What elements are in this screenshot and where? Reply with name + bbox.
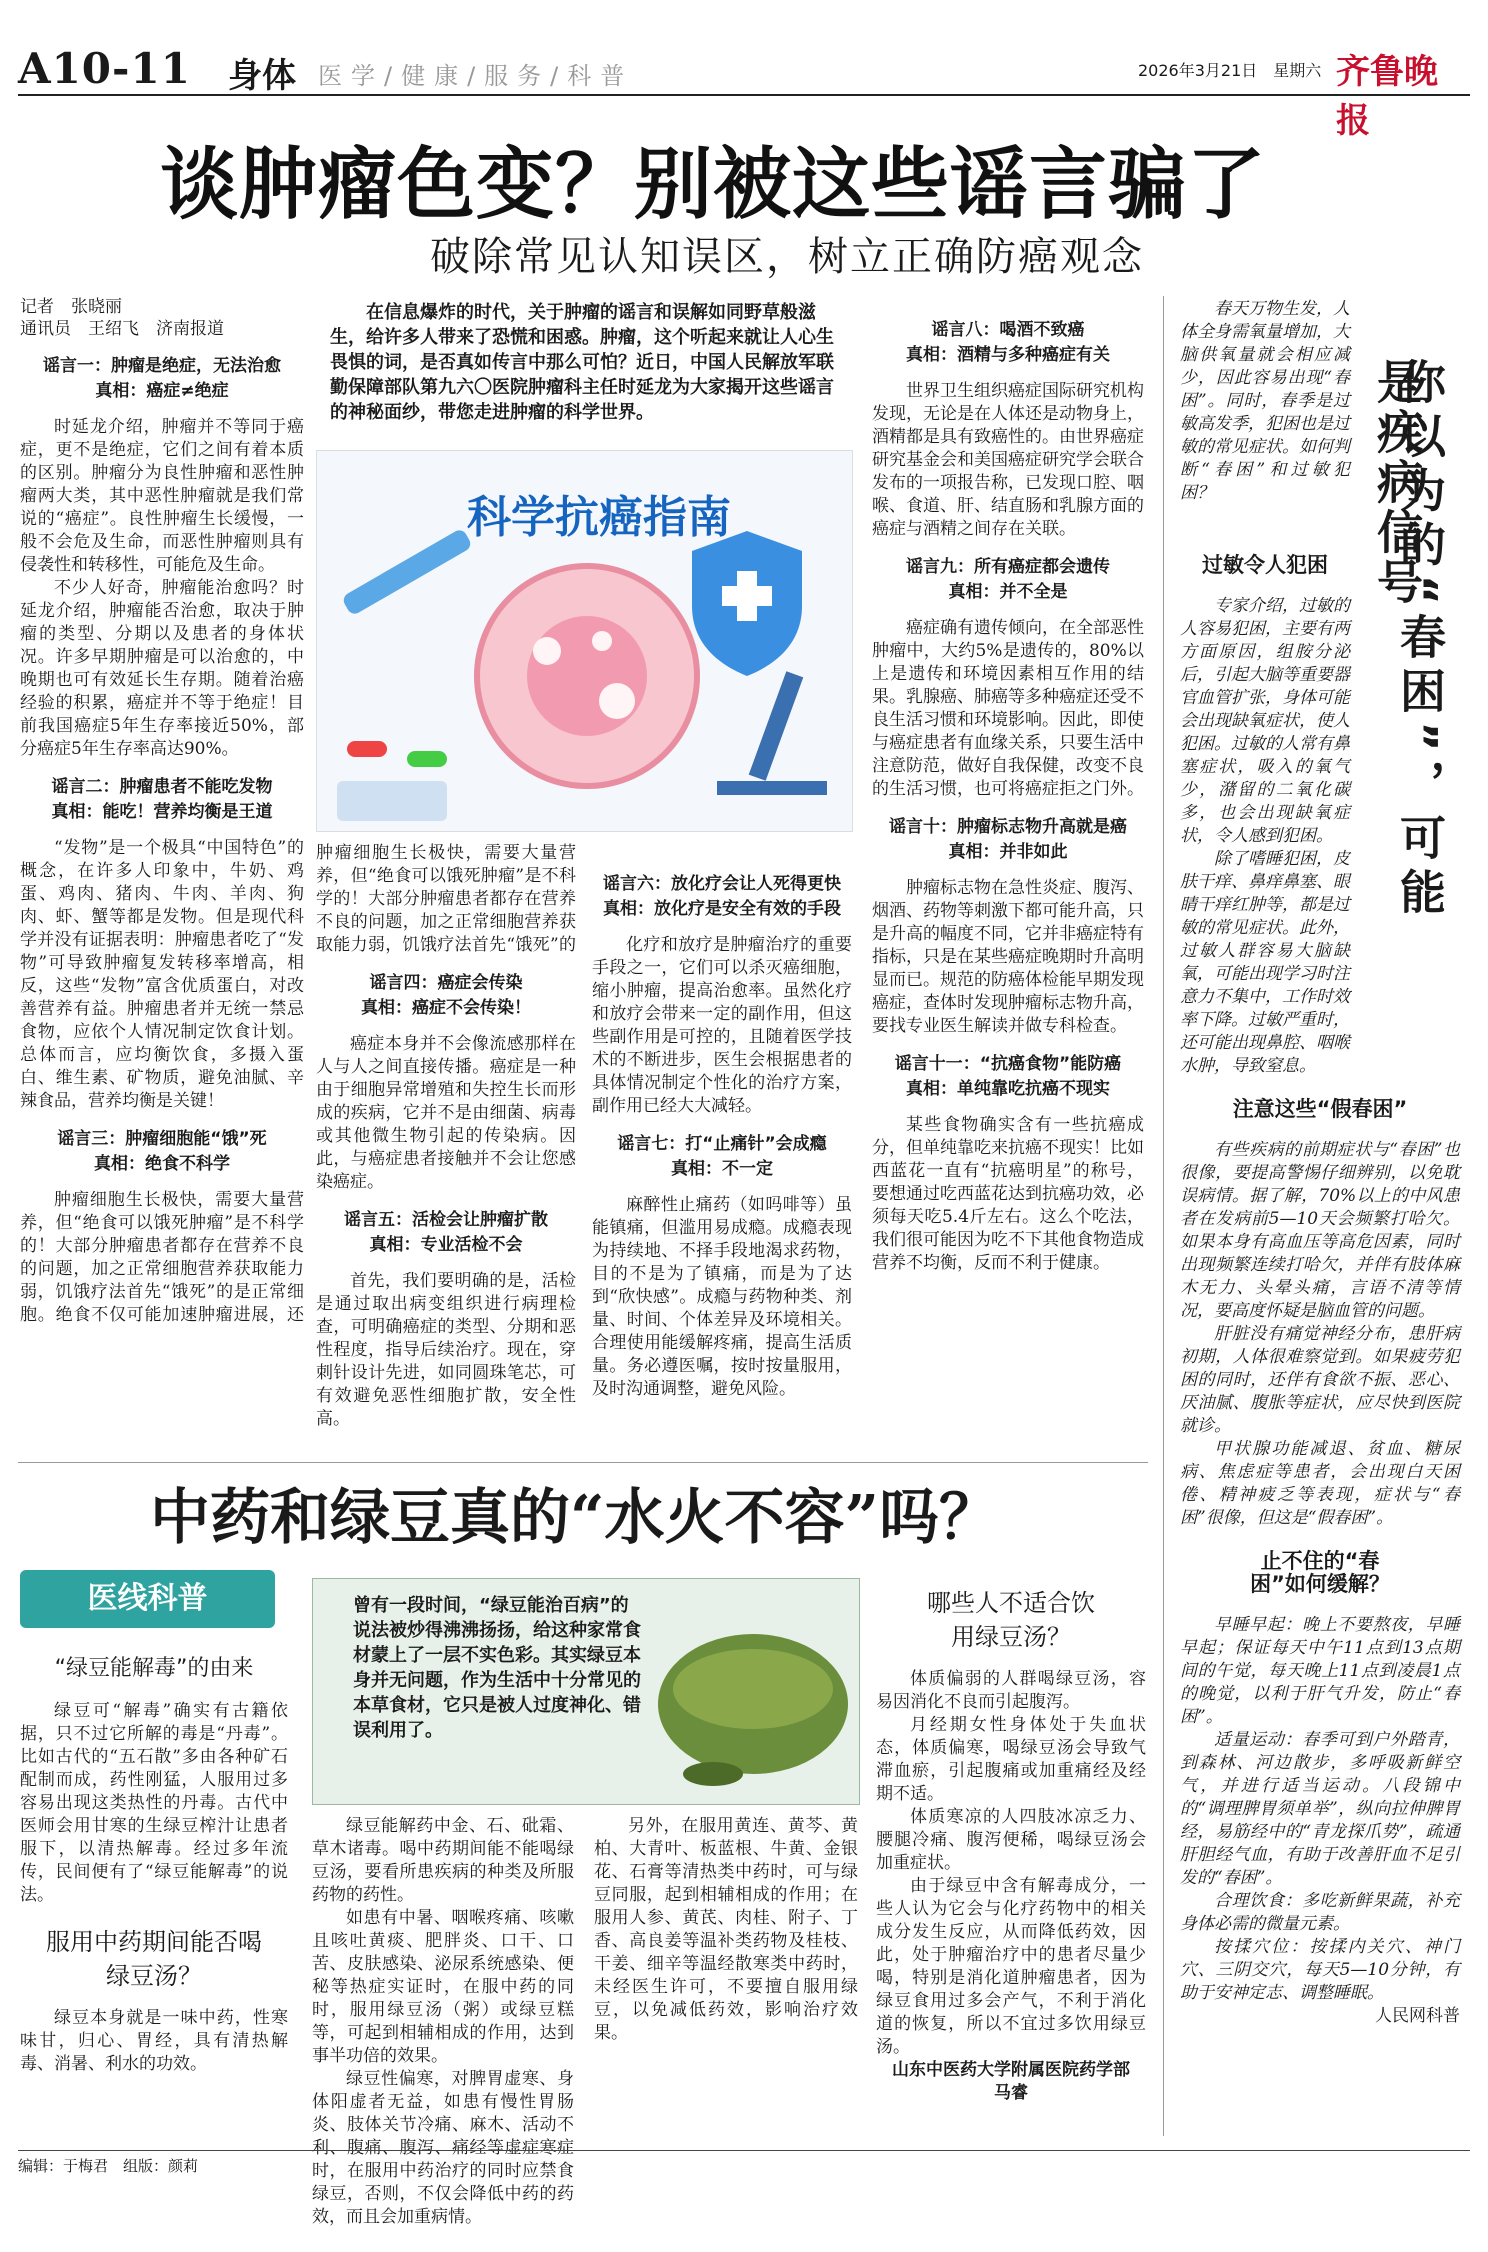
paragraph: 肿瘤标志物在急性炎症、腹泻、烟酒、药物等刺激下都可能升高，只是升高的幅度不同，它并非癌症特有指标，只是在某些癌症晚期时升高明显而已。规范的防癌体检能早期发现癌症，查体时发现肿瘤标志物升高，要找专业医生解读并做专科检查。 (872, 878, 1144, 1036)
masthead (18, 44, 1470, 141)
issue-date: 2026年3月21日 星期六 (1138, 61, 1322, 80)
paragraph: 不少人好奇，肿瘤能治愈吗？时延龙介绍，肿瘤能否治愈，取决于肿瘤的类型、分期以及患者的身体状况。许多早期肿瘤是可以治愈的，中晚期也可有效延长生存期。随着治癌经验的积累，癌症并不等于绝症！目前我国癌症5年生存率接近50%，部分癌症5年生存率高达90%。 (20, 578, 304, 759)
newspaper-logo: 齐鲁晚报 (1336, 52, 1438, 141)
paragraph: 月经期女性身体处于失血状态，体质偏寒，喝绿豆汤会导致气滞血瘀，引起腹痛或加重痛经及经期不适。 (876, 1715, 1146, 1804)
article2-column-2 (312, 1815, 574, 2252)
sidebar-title: 你以为的“春困”，可能是疾病信号 (1370, 358, 1447, 918)
myth-heading: 谣言七：打“止痛针”会成瘾 真相：不一定 (617, 1134, 827, 1179)
paragraph: 绿豆可“解毒”确实有古籍依据，只不过它所解的毒是“丹毒”。比如古代的“五石散”多由各种矿石配制而成，药性刚猛，人服用过多容易出现这类热性的丹毒。古代中医师会用甘寒的生绿豆榨汁让患者服下，以清热解毒。经过多年流传，民间便有了“绿豆能解毒”的说法。 (20, 1701, 288, 1905)
paragraph: 有些疾病的前期症状与“春困”也很像，要提高警惕仔细辨别，以免耽误病情。据了解，70%以上的中风患者在发病前5—10天会频繁打哈欠。如果本身有高血压等高危因素，同时出现频繁连续打哈欠，并伴有肢体麻木无力、头晕头痛，言语不清等情况，要高度怀疑是脑血管的问题。 (1180, 1140, 1460, 1321)
paragraph: 癌症本身并不会像流感那样在人与人之间直接传播。癌症是一种由于细胞异常增殖和失控生长而形成的疾病，它并不是由细菌、病毒或其他微生物引起的传染病。因此，与癌症患者接触并不会让您感染癌症。 (316, 1034, 576, 1192)
byline: 记者 张晓丽 通讯员 王绍飞 济南报道 (20, 297, 224, 339)
myth-heading: 谣言三：肿瘤细胞能“饿”死 真相：绝食不科学 (57, 1129, 267, 1174)
article1-column-3 (592, 842, 852, 1401)
paragraph: 按揉穴位：按揉内关穴、神门穴、三阴交穴，每天5—10分钟，有助于安神定志、调整睡眠。 (1180, 1937, 1460, 2003)
article2-column-4 (876, 1570, 1146, 2105)
paragraph-continued: 肿瘤细胞生长极快，需要大量营养，但“绝食可以饿死肿瘤”是不科学的！大部分肿瘤患者都存在营养不良的问题，加之正常细胞营养获取能力弱，饥饿疗法首先“饿死”的 (316, 843, 576, 955)
paragraph: 绿豆能解药中金、石、砒霜、草木诸毒。喝中药期间能不能喝绿豆汤，要看所患疾病的种类及所服药物的药性。 (312, 1816, 574, 1905)
mung-bean-photo (653, 1584, 853, 1799)
sidebar-column (1180, 298, 1460, 2028)
section-title: 身体 (228, 56, 296, 96)
paragraph: “发物”是一个极具“中国特色”的概念，在许多人印象中，牛奶、鸡蛋、鸡肉、猪肉、牛肉、羊肉、狗肉、虾、蟹等都是发物。但是现代科学并没有证据表明：肿瘤患者吃了“发物”可导致肿瘤复发转移率增高，相反，这些“发物”富含优质蛋白，对改善营养有益。肿瘤患者并无统一禁忌食物，应依个人情况制定饮食计划。总体而言，应均衡饮食，多摄入蛋白、维生素、矿物质，避免油腻、辛辣食品，营养均衡是关键！ (20, 838, 304, 1111)
footer-credits: 编辑：于梅君 组版：颜莉 (18, 2150, 1470, 2176)
paragraph: 合理饮食：多吃新鲜果蔬，补充身体必需的微量元素。 (1180, 1891, 1460, 1934)
article2-divider (18, 1462, 1148, 1463)
article2-heading: 服用中药期间能否喝绿豆汤？ (46, 1928, 262, 1990)
article1-column-4 (872, 304, 1144, 1275)
paragraph: 时延龙介绍，肿瘤并不等同于癌症，更不是绝症，它们之间有着本质的区别。肿瘤分为良性肿瘤和恶性肿瘤两大类，其中恶性肿瘤就是我们常说的“癌症”。良性肿瘤生长缓慢，一般不会危及生命，而恶性肿瘤则具有侵袭性和转移性，可能危及生命。 (20, 417, 304, 575)
paragraph: 体质偏弱的人群喝绿豆汤，容易因消化不良而引起腹泻。 (876, 1669, 1146, 1712)
myth-heading: 谣言四：癌症会传染 真相：癌症不会传染！ (361, 973, 531, 1018)
sidebar-lead: 春天万物生发，人体全身需氧量增加，大脑供氧量就会相应减少，因此容易出现“春困”。同时，春季是过敏高发季，犯困也是过敏的常见症状。如何判断“春困”和过敏犯困？ (1180, 299, 1350, 503)
intro-text: 在信息爆炸的时代，关于肿瘤的谣言和误解如同野草般滋生，给许多人带来了恐慌和困惑。肿瘤，这个听起来就让人心生畏惧的词，是否真如传言中那么可怕？近日，中国人民解放军联勤保障部队第九六〇医院肿瘤科主任时延龙为大家揭开这些谣言的神秘面纱，带您走进肿瘤的科学世界。 (330, 302, 834, 423)
myth-heading: 谣言十：肿瘤标志物升高就是癌 真相：并非如此 (889, 817, 1127, 862)
paragraph: 首先，我们要明确的是，活检是通过取出病变组织进行病理检查，可明确癌症的类型、分期和恶性程度，指导后续治疗。现在，穿刺针设计先进，如同圆珠笔芯，可有效避免恶性细胞扩散，安全性高。 (316, 1271, 576, 1429)
myth-heading: 谣言九：所有癌症都会遗传 真相：并不全是 (906, 557, 1110, 602)
paragraph: 如患有中暑、咽喉疼痛、咳嗽且咳吐黄痰、肥胖炎、口干、口苦、皮肤感染、泌尿系统感染、便秘等热症实证时，在服中药的同时，服用绿豆汤（粥）或绿豆糕等，可起到相辅相成的作用，达到事半功倍的效果。 (312, 1908, 574, 2066)
paragraph: 肝脏没有痛觉神经分布，患肝病初期，人体很难察觉到。如果疲劳犯困的同时，还伴有食欲不振、恶心、厌油腻、腹胀等症状，应尽快到医院就诊。 (1180, 1324, 1460, 1436)
illustration (316, 450, 853, 832)
paragraph: 癌症确有遗传倾向，在全部恶性肿瘤中，大约5%是遗传的，80%以上是遗传和环境因素相互作用的结果。乳腺癌、肺癌等多种癌症还受不良生活习惯和环境影响。因此，即使与癌症患者有血缘关系，只要生活中注意防范，做好自我保健，改变不良的生活习惯，也可将癌症拒之门外。 (872, 618, 1144, 799)
myth-heading: 谣言八：喝酒不致癌 真相：酒精与多种癌症有关 (906, 320, 1110, 365)
article2-headline: 中药和绿豆真的“水火不容”吗？ (150, 1483, 1000, 1553)
paragraph: 由于绿豆中含有解毒成分，一些人认为它会与化疗药物中的相关成分发生反应，从而降低药效，因此，处于肿瘤治疗中的患者尽量少喝，特别是消化道肿瘤患者，因为绿豆食用过多会产气，不利于消化道的恢复，所以不宜过多饮用绿豆汤。 (876, 1876, 1146, 2057)
myth-heading: 谣言六：放化疗会让人死得更快 真相：放化疗是安全有效的手段 (603, 874, 841, 919)
article2-column-1 (20, 1640, 288, 2076)
sidebar-divider (1163, 296, 1164, 2136)
article2-source: 山东中医药大学附属医院药学部 马睿 (892, 2060, 1147, 2103)
myth-heading: 谣言十一：“抗癌食物”能防癌 真相：单纯靠吃抗癌不现实 (894, 1054, 1122, 1099)
sidebar-heading: 止不住的“春困”如何缓解？ (1250, 1549, 1390, 1596)
paragraph: 某些食物确实含有一些抗癌成分，但单纯靠吃来抗癌不现实！比如西蓝花一直有“抗癌明星”的称号，要想通过吃西蓝花达到抗癌功效，必须每天吃5.4斤左右。这么个吃法，我们很可能因为吃不下其他食物造成营养不均衡，反而不利于健康。 (872, 1115, 1144, 1273)
illustration-title: 科学抗癌指南 (467, 492, 731, 543)
article1-column-1 (20, 296, 304, 1327)
article2-heading: “绿豆能解毒”的由来 (54, 1656, 254, 1681)
article2-column-3 (594, 1815, 858, 2045)
paragraph: 化疗和放疗是肿瘤治疗的重要手段之一，它们可以杀灭癌细胞，缩小肿瘤，提高治愈率。虽然化疗和放疗会带来一定的副作用，但这些副作用是可控的，且随着医学技术的不断进步，医生会根据患者的具体情况制定个性化的治疗方案，副作用已经大大减轻。 (592, 935, 852, 1116)
article2-heading: 哪些人不适合饮用绿豆汤？ (927, 1589, 1095, 1651)
paragraph: 另外，在服用黄连、黄芩、黄柏、大青叶、板蓝根、牛黄、金银花、石膏等清热类中药时，可与绿豆同服，起到相辅相成的作用；在服用人参、黄芪、肉桂、附子、丁香、高良姜等温补类药物及桂枝、干姜、细辛等温经散寒类中药时，未经医生许可，不要擅自服用绿豆，以免减低药效，影响治疗效果。 (594, 1816, 858, 2043)
paragraph: 世界卫生组织癌症国际研究机构发现，无论是在人体还是动物身上，酒精都是具有致癌性的。由世界癌症研究基金会和美国癌症研究学会联合发布的一项报告称，已发现口腔、咽喉、食道、肝、结直肠和乳腺方面的癌症与酒精之间存在关联。 (872, 381, 1144, 539)
paragraph: 绿豆性偏寒，对脾胃虚寒、身体阳虚者无益，如患有慢性胃肠炎、肢体关节冷痛、麻木、活动不利、腹痛、腹泻、痛经等虚症寒症时，在服用中药治疗的同时应禁食绿豆，否则，不仅会降低中药的药效，而且会加重病情。 (312, 2069, 574, 2227)
paragraph: 绿豆本身就是一味中药，性寒味甘，归心、胃经，具有清热解毒、消暑、利水的功效。 (20, 2008, 288, 2074)
article2-intro: 曾有一段时间，“绿豆能治百病”的说法被炒得沸沸扬扬，给这种家常食材蒙上了一层不实色彩。其实绿豆本身并无问题，作为生活中十分常见的本草食材，它只是被人过度神化、错误利用了。 (353, 1595, 641, 1741)
article1-column-2 (316, 842, 576, 1431)
page-number: A10-11 (18, 44, 191, 93)
myth-heading: 谣言一：肿瘤是绝症，无法治愈 真相：癌症≠绝症 (43, 356, 281, 401)
paragraph: 甲状腺功能减退、贫血、糖尿病、焦虑症等患者，会出现白天困倦、精神疲乏等表现，症状与“春困”很像，但这是“假春困”。 (1180, 1439, 1460, 1528)
paragraph: 除了嗜睡犯困，皮肤干痒、鼻痒鼻塞、眼睛干痒红肿等，都是过敏的常见症状。此外，过敏人群容易大脑缺氧，可能出现学习时注意力不集中，工作时效率下降。过敏严重时，还可能出现鼻腔、咽喉水肿，导致窒息。 (1180, 849, 1350, 1076)
myth-heading: 谣言二：肿瘤患者不能吃发物 真相：能吃！营养均衡是王道 (51, 777, 273, 822)
paragraph: 适量运动：春季可到户外踏青，到森林、河边散步，多呼吸新鲜空气，并进行适当运动。八段锦中的“调理脾胃须单举”，纵向拉伸脾胃经，易筋经中的“青龙探爪势”，疏通肝胆经气血，有助于改善肝血不足引发的“春困”。 (1180, 1730, 1460, 1888)
headline: 谈肿瘤色变？别被这些谣言骗了 (160, 139, 1267, 230)
paragraph: 专家介绍，过敏的人容易犯困，主要有两方面原因，组胺分泌后，引起大脑等重要器官血管扩张，身体可能会出现缺氧症状，使人犯困。过敏的人常有鼻塞症状，吸入的氧气少，潴留的二氧化碳多，也会出现缺氧症状，令人感到犯困。 (1180, 596, 1350, 846)
section-subtitle: 医学/健康/服务/科普 (318, 62, 634, 90)
paragraph: 体质寒凉的人四肢冰凉乏力、腰腿冷痛、腹泻便稀，喝绿豆汤会加重症状。 (876, 1807, 1146, 1873)
paragraph: 麻醉性止痛药（如吗啡等）虽能镇痛，但滥用易成瘾。成瘾表现为持续地、不择手段地渴求药物，目的不是为了镇痛，而是为了达到“欣快感”。成瘾与药物种类、剂量、时间、个体差异及环境相关。合理使用能缓解疼痛，提高生活质量。务必遵医嘱，按时按量服用，及时沟通调整，避免风险。 (592, 1195, 852, 1399)
article2-intro-box (312, 1578, 860, 1805)
sidebar-heading: 过敏令人犯困 (1202, 553, 1328, 577)
paragraph: 肿瘤细胞生长极快，需要大量营养，但“绝食可以饿死肿瘤”是不科学的！大部分肿瘤患者都存在营养不良的问题，加之正常细胞营养获取能力弱，饥饿疗法首先“饿死”的是正常细胞。绝食不仅可能加速肿瘤进展，还 (20, 1190, 304, 1325)
myth-heading: 谣言五：活检会让肿瘤扩散 真相：专业活检不会 (344, 1210, 548, 1255)
column-badge: 医线科普 (20, 1570, 275, 1628)
article1-intro-box (316, 300, 851, 830)
paragraph: 早睡早起：晚上不要熬夜，早睡早起；保证每天中午11点到13点期间的午觉，每天晚上11点到凌晨1点的晚觉，以利于肝气升发，防止“春困”。 (1180, 1615, 1460, 1727)
subheadline: 破除常见认知误区，树立正确防癌观念 (430, 234, 1144, 280)
sidebar-heading: 注意这些“假春困” (1232, 1097, 1408, 1121)
sidebar-source: 人民网科普 (1375, 2006, 1460, 2026)
